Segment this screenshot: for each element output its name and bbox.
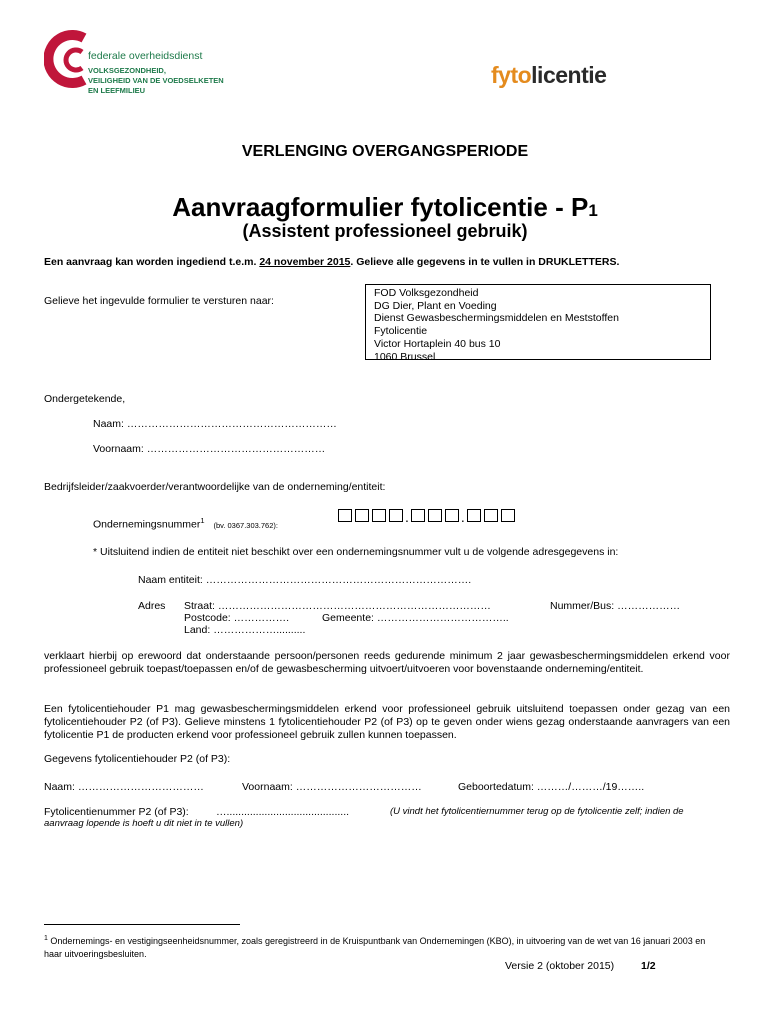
ondernemingsnummer-input[interactable]: . . bbox=[338, 509, 518, 522]
digit-box[interactable] bbox=[484, 509, 498, 522]
digit-box[interactable] bbox=[372, 509, 386, 522]
footnote-divider bbox=[44, 924, 240, 925]
digit-box[interactable] bbox=[355, 509, 369, 522]
entity-note: * Uitsluitend indien de entiteit niet beschikt over een ondernemingsnummer vult u de volgende adresgegevens in: bbox=[93, 546, 619, 558]
digit-box[interactable] bbox=[501, 509, 515, 522]
page-number: 1/2 bbox=[641, 960, 656, 972]
company-label: Bedrijfsleider/zaakvoerder/verantwoordelijke van de onderneming/entiteit: bbox=[44, 481, 386, 493]
footnote: $^1$ Ondernemings- en vestigingseenheidsnummer, zoals geregistreerd in de Kruispuntbank van Ondernemingen (KBO), in uitvoering van de wet van 16 januari 2003 en haar uitvoeringsbesluiten. bbox=[44, 935, 706, 959]
voornaam-field[interactable]: Voornaam: …………………………………………… bbox=[93, 443, 326, 455]
send-label: Gelieve het ingevulde formulier te versturen naar: bbox=[44, 295, 274, 307]
straat-field[interactable]: Straat: …………………………………………………………………… bbox=[184, 600, 491, 612]
doc-subtitle: (Assistent professioneel gebruik) bbox=[242, 221, 528, 241]
signee-label: Ondergetekende, bbox=[44, 393, 126, 405]
adres-label: Adres bbox=[138, 600, 166, 612]
org-sub: VOLKSGEZONDHEID, VEILIGHEID VAN DE VOEDSELKETEN EN LEEFMILIEU bbox=[88, 66, 224, 95]
fytolicentienummer-hint-b: aanvraag lopende is hoeft u dit niet in te vullen) bbox=[44, 818, 244, 829]
naam-field[interactable]: Naam: …………………………………………………… bbox=[93, 418, 337, 430]
address-box: FOD Volksgezondheid DG Dier, Plant en Voeding Dienst Gewasbeschermingsmiddelen en Meststoffen Fytolicentie Victor Hortaplein 40 bus 10 1060 Brussel bbox=[365, 284, 711, 360]
version-label: Versie 2 (oktober 2015) bbox=[505, 960, 615, 972]
declaration-paragraph: verklaart hierbij op erewoord dat onderstaande persoon/personen reeds gedurende minimum 2 jaar gewasbeschermingsmiddelen erkend voor professioneel gebruik toepast/toepassen en/of de gewasbescherming uitvoert/uitvoeren voor bovenstaande onderneming/entiteit. bbox=[44, 650, 730, 675]
postcode-field[interactable]: Postcode: ……………. bbox=[184, 612, 290, 624]
fytolicentienummer-hint-a: (U vindt het fytolicentiernummer terug op de fytolicentie zelf; indien de bbox=[390, 806, 684, 817]
digit-box[interactable] bbox=[389, 509, 403, 522]
holder-label: Gegevens fytolicentiehouder P2 (of P3): bbox=[44, 753, 231, 765]
holder-voornaam-field[interactable]: Voornaam: ……………………………… bbox=[242, 781, 422, 793]
naam-entiteit-field[interactable]: Naam entiteit: …………………………………………………………………. bbox=[138, 574, 472, 586]
holder-naam-field[interactable]: Naam: ……………………………… bbox=[44, 781, 204, 793]
nummer-bus-field[interactable]: Nummer/Bus: ……………… bbox=[550, 600, 681, 612]
notice: Een aanvraag kan worden ingediend t.e.m. 24 november 2015. Gelieve alle gegevens in te vullen in DRUKLETTERS. bbox=[44, 256, 620, 268]
gemeente-field[interactable]: Gemeente: ……………………………….. bbox=[322, 612, 509, 624]
fytolicentienummer-label: Fytolicentienummer P2 (of P3): bbox=[44, 806, 189, 818]
ondernemingsnummer-label: Ondernemingsnummer$^1$ (bv. 0367.303.762): bbox=[93, 516, 278, 531]
digit-box[interactable] bbox=[428, 509, 442, 522]
fytolicentie-logo: fytolicentie bbox=[491, 62, 607, 88]
land-field[interactable]: Land: ……………….......... bbox=[184, 624, 306, 636]
fod-logo bbox=[44, 28, 244, 108]
digit-box[interactable] bbox=[411, 509, 425, 522]
digit-box[interactable] bbox=[445, 509, 459, 522]
fytolicentienummer-field[interactable]: ….......................................... bbox=[216, 806, 350, 818]
doc-title: Aanvraagformulier fytolicentie - P1 bbox=[172, 192, 598, 222]
digit-box[interactable] bbox=[467, 509, 481, 522]
geboortedatum-field[interactable]: Geboortedatum: ………/………/19…….. bbox=[458, 781, 645, 793]
org-name: federale overheidsdienst bbox=[88, 50, 203, 62]
authority-paragraph: Een fytolicentiehouder P1 mag gewasbeschermingsmiddelen erkend voor professioneel gebruik uitsluitend toepassen onder gezag van een fytolicentiehouder P2 (of P3). Gelieve minstens 1 fytolicentiehouder P2 (of P3) op te geven onder wiens gezag onderstaande aanvragers van een fytolicentie P1 de producten erkend voor professioneel gebruik zullen kunnen toepassen. bbox=[44, 703, 730, 741]
digit-box[interactable] bbox=[338, 509, 352, 522]
doc-supertitle: VERLENGING OVERGANGSPERIODE bbox=[241, 143, 529, 160]
